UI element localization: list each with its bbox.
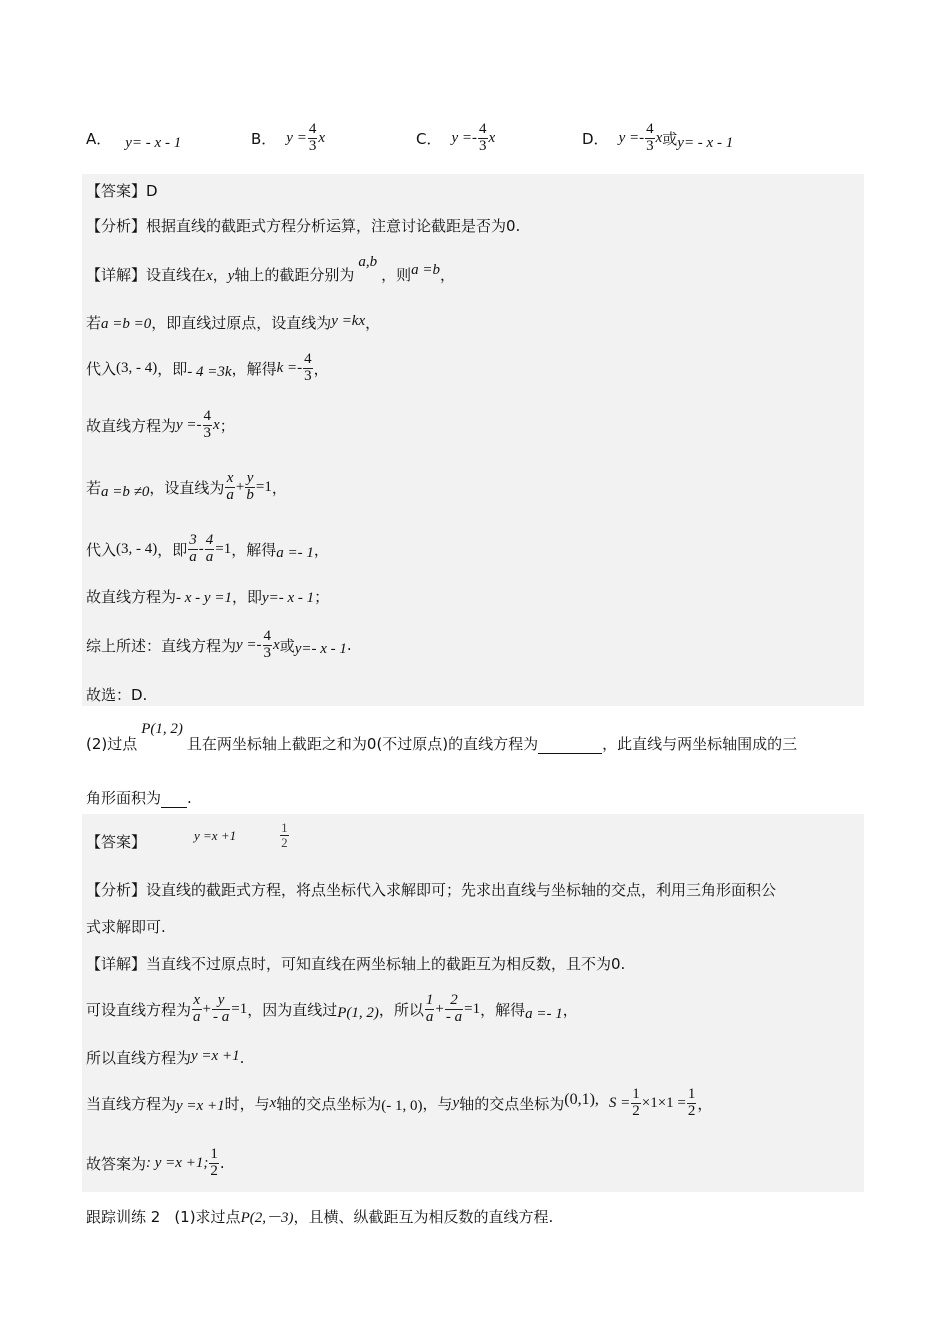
- option-a-expr: y= - x - 1: [125, 134, 182, 151]
- detail1-line5: 若 a =b ≠0 ，设直线为 $\frac{x}{a}$ + $\frac{y}{b}$ =1 ，: [86, 469, 287, 503]
- option-a: A． y= - x - 1: [86, 129, 182, 151]
- answer-blank-1[interactable]: [538, 753, 602, 754]
- answer1-line: 【答案】D: [86, 182, 158, 200]
- answer-blank-2[interactable]: [161, 807, 187, 808]
- analysis2-line1: 【分析】设直线的截距式方程，将点坐标代入求解即可；先求出直线与坐标轴的交点，利用三角形面积公: [86, 881, 777, 899]
- detail1-line2: 若a =b =0，即直线过原点，设直线为y =kx，: [86, 313, 381, 332]
- detail1-line6: 代入 (3, - 4) ，即 $\frac{3}{a}$ - $\frac{4}{a}$ =1 ，解得 a =- 1 ，: [86, 531, 329, 565]
- analysis1-line: 【分析】根据直线的截距式方程分析运算，注意讨论截距是否为0.: [86, 217, 521, 235]
- option-c: C． y =- $\frac{4}{3}$ x: [416, 120, 496, 154]
- question-2-line1: (2)过点P(1, 2)且在两坐标轴上截距之和为0(不过原点)的直线方程为 ，此直线与两坐标轴围成的三: [86, 721, 798, 753]
- detail1-line3: 代入 (3, - 4) ，即 - 4 =3k ，解得 k =- $\frac{4}{3}$ ，: [86, 350, 329, 384]
- answer2-line: 【答案】 y =x +1 $\frac{1}{2}$: [86, 819, 288, 851]
- detail1-line8: 综上所述：直线方程为 y =- $\frac{4}{3}$ x 或 y=- x - 1 .: [86, 627, 352, 661]
- option-b-fraction: $\frac{4}{3}$: [308, 120, 317, 154]
- detail2-line4: 当直线方程为 y =x +1 时，与 x 轴的交点坐标为 (- 1, 0) ，与 y 轴的交点坐标为 (0,1), S = $\frac{1}{2}$ ×1×1 = $\frac{1}{2}$ ，: [86, 1085, 713, 1119]
- detail2-line3: 所以直线方程为y =x +1.: [86, 1048, 245, 1067]
- detail1-line9: 故选：D.: [86, 686, 148, 704]
- option-b: B． y = $\frac{4}{3}$ x: [251, 120, 325, 154]
- followup-question: 跟踪训练 2 (1)求过点P(2,－3)，且横、纵截距互为相反数的直线方程.: [86, 1208, 554, 1226]
- detail1-line1: 【详解】设直线在x，y轴上的截距分别为a,b，则a =b，: [86, 254, 456, 284]
- detail1-line7: 故直线方程为- x - y =1，即y=- x - 1；: [86, 588, 330, 606]
- detail2-line2: 可设直线方程为 $\frac{x}{a}$ + $\frac{y}{- a}$ =1 ，因为直线过 P(1, 2) ，所以 $\frac{1}{a}$ + $\frac{2}{- a}$ =1 ，解得 a =- 1 ，: [86, 991, 578, 1025]
- analysis2-line2: 式求解即可.: [86, 918, 166, 936]
- option-d-fraction: $\frac{4}{3}$: [646, 120, 654, 154]
- option-c-fraction: $\frac{4}{3}$: [479, 120, 487, 154]
- detail1-line4: 故直线方程为 y =- $\frac{4}{3}$ x ；: [86, 407, 235, 441]
- detail2-line5: 故答案为 : y =x +1; $\frac{1}{2}$ .: [86, 1145, 225, 1179]
- option-d: D． y =- $\frac{4}{3}$ x 或 y= - x - 1: [582, 120, 734, 154]
- question-2-line2: 角形面积为 .: [86, 789, 192, 807]
- detail2-line1: 【详解】当直线不过原点时，可知直线在两坐标轴上的截距互为相反数，且不为0.: [86, 955, 626, 973]
